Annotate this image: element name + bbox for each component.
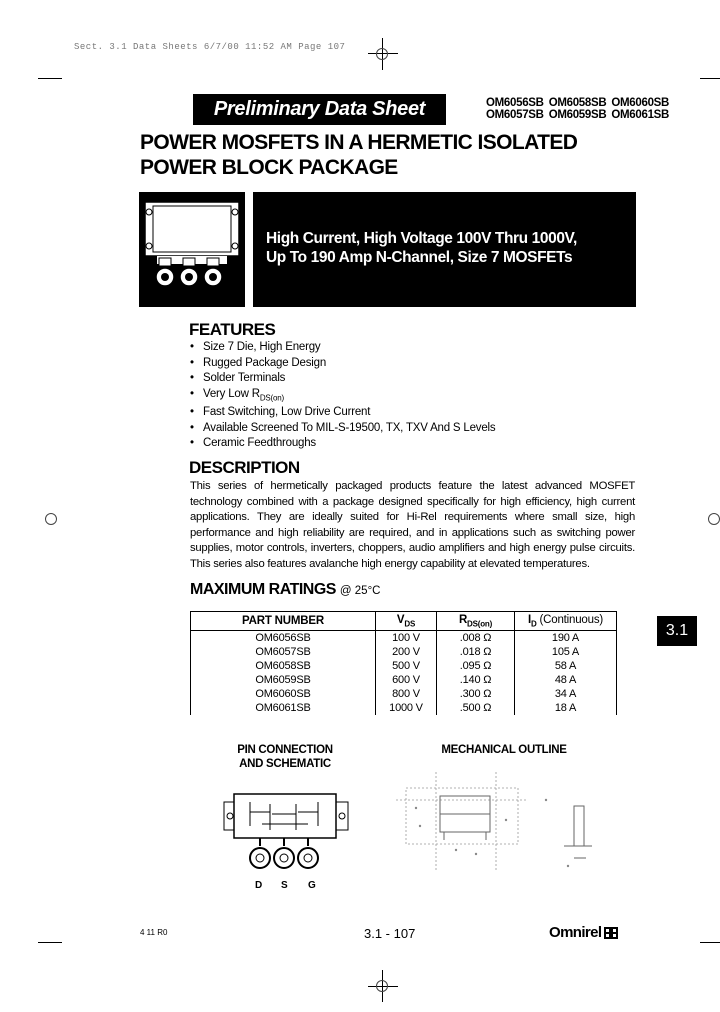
description-heading: DESCRIPTION <box>189 458 300 477</box>
features-list <box>190 340 495 452</box>
logo-text: Omnirel <box>549 924 602 941</box>
registration-mark <box>708 513 720 525</box>
cell-part: OM6060SB <box>191 687 376 701</box>
list-item <box>190 387 495 406</box>
list-item <box>190 340 495 356</box>
pin-connection-heading <box>226 743 344 771</box>
omnirel-logo <box>549 924 618 941</box>
page-number: 3.1 - 107 <box>364 926 416 941</box>
col-part-number: PART NUMBER <box>191 612 376 631</box>
feature-text: Size 7 Die, High Energy <box>203 341 321 353</box>
feature-text: Ceramic Feedthroughs <box>203 437 316 450</box>
cell-rds: .300 Ω <box>437 687 515 701</box>
part-number: OM6058SB <box>548 97 607 109</box>
header-main: I <box>527 613 531 626</box>
banner-line: High Current, High Voltage 100V Thru 1000V, <box>266 230 577 247</box>
headline-banner <box>253 192 636 307</box>
table-row <box>191 645 617 659</box>
registration-mark <box>376 48 388 60</box>
max-ratings-heading <box>190 581 381 599</box>
list-item <box>190 405 495 421</box>
part-number: OM6060SB <box>611 97 670 109</box>
description-text: This series of hermetically packaged products feature the latest advanced MOSFET technology combined with a package designed specifically for high efficiency, high current applications. They are ideally suited for Hi-Rel requirements where small size, high performance and high reliability are required, and in applications such as switching power supplies, motor controls, inverters, choppers, audio amplifiers and high energy pulse circuits. This series also features avalanche high energy capability at elevated temperatures. <box>190 480 635 570</box>
table-header-row <box>191 612 617 631</box>
subscript: DS(on) <box>259 392 284 402</box>
banner-line: Up To 190 Amp N-Channel, Size 7 MOSFETs <box>266 249 573 266</box>
cell-vds: 100 V <box>376 631 437 646</box>
package-photo <box>139 192 245 307</box>
part-number-list <box>486 97 669 121</box>
feature-text: Very Low R <box>203 387 260 400</box>
feature-text: Fast Switching, Low Drive Current <box>203 406 371 419</box>
cell-id: 58 A <box>515 659 617 673</box>
ratings-table <box>190 611 617 715</box>
title-line: POWER BLOCK PACKAGE <box>140 156 398 179</box>
cell-vds: 200 V <box>376 645 437 659</box>
cell-rds: .018 Ω <box>437 645 515 659</box>
features-heading: FEATURES <box>189 320 276 339</box>
cell-vds: 1000 V <box>376 701 437 715</box>
cell-id: 190 A <box>515 631 617 646</box>
header-sub: DS <box>404 619 416 629</box>
cell-rds: .095 Ω <box>437 659 515 673</box>
header-main: V <box>396 613 405 626</box>
cell-vds: 500 V <box>376 659 437 673</box>
list-item <box>190 371 495 387</box>
registration-mark <box>45 513 57 525</box>
package-illustration-icon <box>139 192 245 307</box>
cell-rds: .500 Ω <box>437 701 515 715</box>
title-badge: Preliminary Data Sheet <box>193 94 446 125</box>
logo-mark-icon <box>604 927 618 939</box>
part-number: OM6059SB <box>548 109 607 121</box>
schematic-diagram-icon <box>222 790 350 880</box>
table-row <box>191 673 617 687</box>
col-rds <box>437 612 515 631</box>
table-row <box>191 687 617 701</box>
feature-text: Rugged Package Design <box>203 356 327 369</box>
header-sub: D <box>530 619 537 629</box>
table-row <box>191 701 617 715</box>
feature-text: Solder Terminals <box>203 372 286 384</box>
header-suffix: (Continuous) <box>536 613 603 626</box>
heading-text: MAXIMUM RATINGS <box>190 581 336 598</box>
list-item <box>190 356 495 372</box>
mechanical-outline-heading: MECHANICAL OUTLINE <box>441 744 567 756</box>
cell-id: 34 A <box>515 687 617 701</box>
revision-code: 4 11 R0 <box>140 928 168 937</box>
cell-part: OM6059SB <box>191 673 376 687</box>
cell-id: 18 A <box>515 701 617 715</box>
cell-part: OM6061SB <box>191 701 376 715</box>
crop-mark <box>700 942 720 943</box>
crop-mark <box>700 78 720 79</box>
registration-mark <box>376 980 388 992</box>
cell-rds: .140 Ω <box>437 673 515 687</box>
cell-part: OM6056SB <box>191 631 376 646</box>
mechanical-outline-drawing-icon <box>396 770 606 880</box>
cell-part: OM6058SB <box>191 659 376 673</box>
col-vds <box>376 612 437 631</box>
section-tab: 3.1 <box>657 616 697 646</box>
header-sub: DS(on) <box>467 619 493 629</box>
pin-label-g: G <box>308 880 316 891</box>
cell-vds: 800 V <box>376 687 437 701</box>
cell-id: 105 A <box>515 645 617 659</box>
feature-text: Available Screened To MIL-S-19500, TX, TXV And S Levels <box>203 421 496 434</box>
header-main: R <box>458 613 468 626</box>
heading-line: AND SCHEMATIC <box>239 758 331 770</box>
pin-label-d: D <box>255 880 263 891</box>
crop-mark <box>38 942 62 943</box>
cell-rds: .008 Ω <box>437 631 515 646</box>
title-line: POWER MOSFETS IN A HERMETIC ISOLATED <box>140 131 578 154</box>
part-number: OM6061SB <box>611 109 670 121</box>
list-item <box>190 436 495 452</box>
page-title <box>140 130 577 180</box>
table-row <box>191 659 617 673</box>
part-number: OM6056SB <box>486 97 544 109</box>
heading-line: PIN CONNECTION <box>237 744 333 756</box>
print-header: Sect. 3.1 Data Sheets 6/7/00 11:52 AM Page 107 <box>74 42 346 52</box>
col-id <box>515 612 617 631</box>
cell-vds: 600 V <box>376 673 437 687</box>
pin-label-s: S <box>281 880 288 891</box>
cell-part: OM6057SB <box>191 645 376 659</box>
list-item <box>190 421 495 437</box>
crop-mark <box>38 78 62 79</box>
temperature-condition: @ 25°C <box>339 585 381 597</box>
part-number: OM6057SB <box>486 109 544 121</box>
table-row <box>191 631 617 646</box>
cell-id: 48 A <box>515 673 617 687</box>
